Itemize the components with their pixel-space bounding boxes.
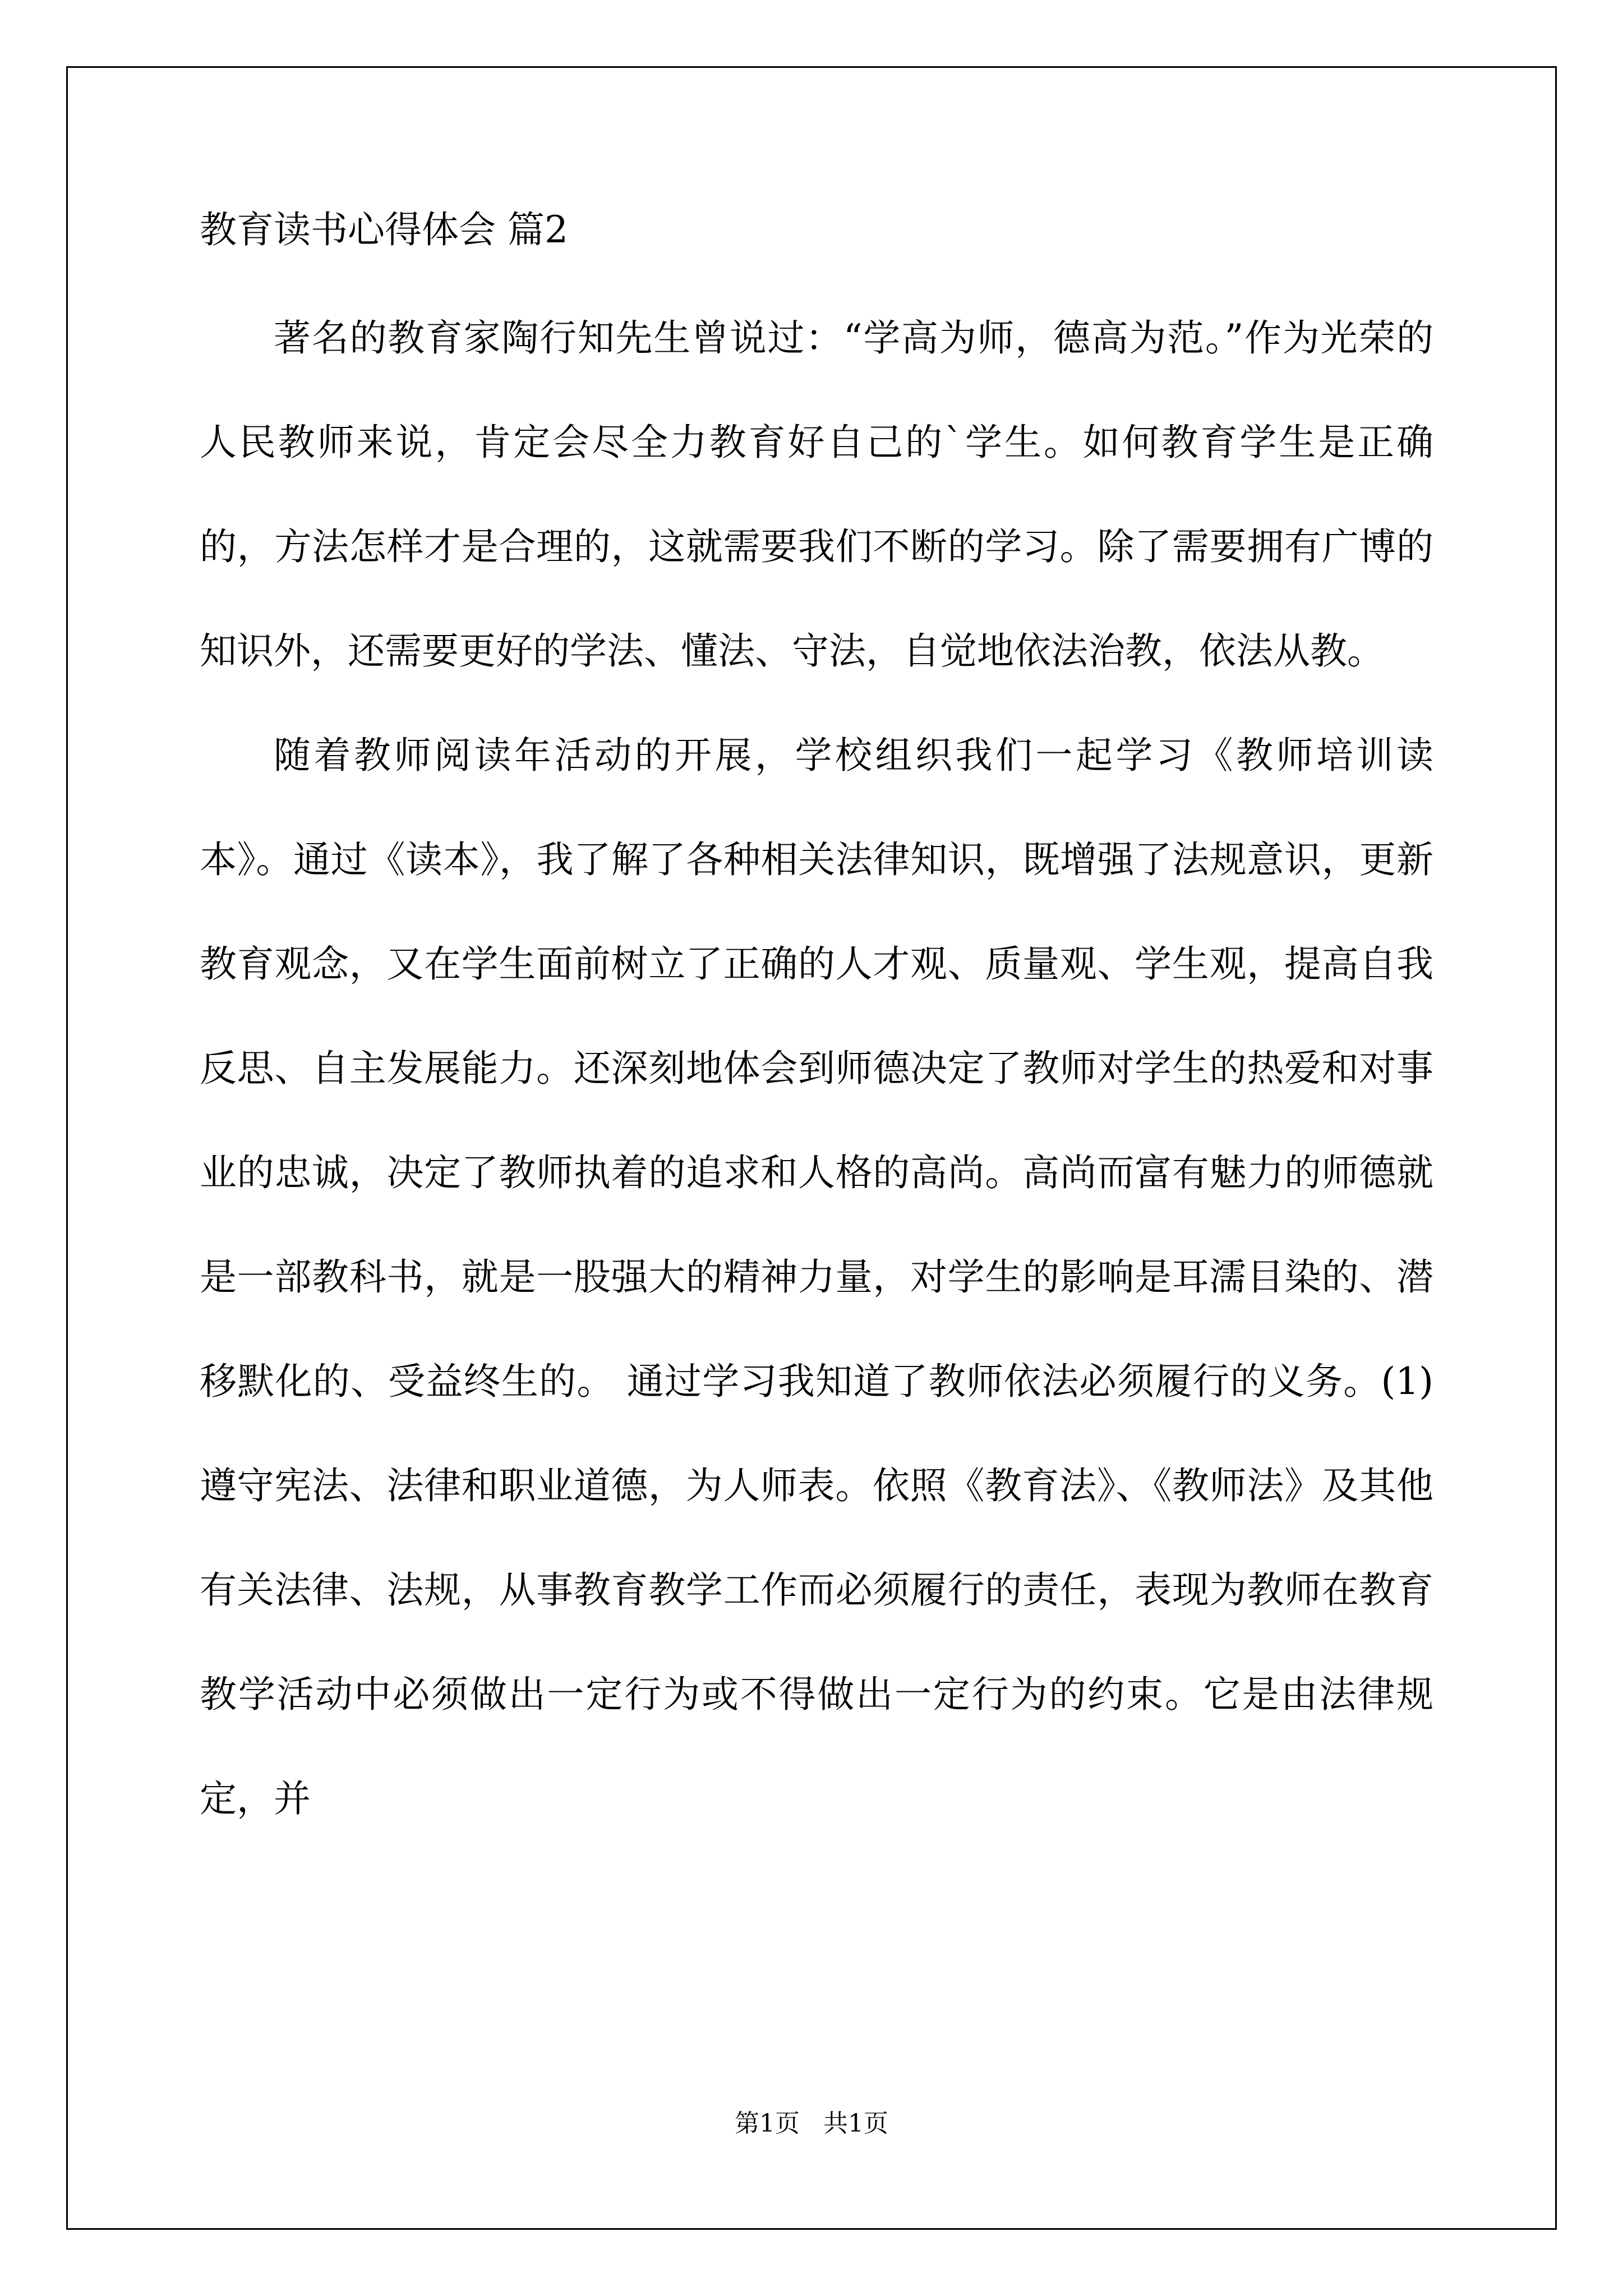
page-footer: 第1页 共1页: [735, 2109, 888, 2138]
paragraph-1: 著名的教育家陶行知先生曾说过：“学高为师，德高为范。”作为光荣的人民教师来说，肯定会尽全力教育好自己的`学生。如何教育学生是正确的，方法怎样才是合理的，这就需要我们不断的学习。除了需要拥有广博的知识外，还需要更好的学法、懂法、守法，自觉地依法治教，依法从教。: [200, 316, 1433, 673]
paragraph-2: 随着教师阅读年活动的开展，学校组织我们一起学习《教师培训读本》。通过《读本》，我了解了各种相关法律知识，既增强了法规意识，更新教育观念，又在学生面前树立了正确的人才观、质量观、学生观，提高自我反思、自主发展能力。还深刻地体会到师德决定了教师对学生的热爱和对事业的忠诚，决定了教师执着的追求和人格的高尚。高尚而富有魅力的师德就是一部教科书，就是一股强大的精神力量，对学生的影响是耳濡目染的、潜移默化的、受益终生的。 通过学习我知道了教师依法必须履行的义务。(1) 遵守宪法、法律和职业道德，为人师表。依照《教育法》、《教师法》及其他有关法律、法规，从事教育教学工作而必须履行的责任，表现为教师在教育教学活动中必须做出一定行为或不得做出一定行为的约束。它是由法律规定，并: [200, 734, 1433, 1820]
document-title: 教育读书心得体会 篇2: [200, 208, 568, 251]
document-body: [200, 208, 1433, 1851]
